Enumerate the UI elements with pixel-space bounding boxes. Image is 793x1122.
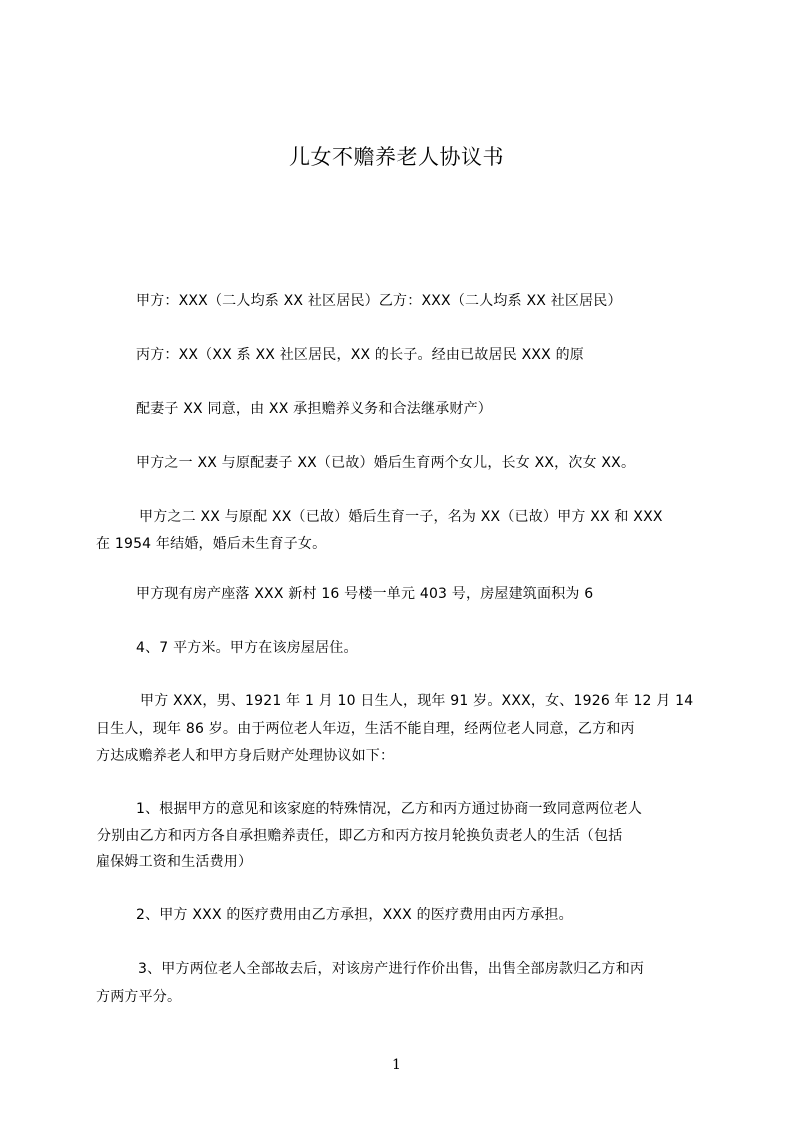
paragraph-line: 甲方 XXX，男、1921 年 1 月 10 日生人，现年 91 岁。XXX，女、1926 年 12 月 14 (140, 693, 694, 709)
paragraph-line: 在 1954 年结婚，婚后未生育子女。 (96, 536, 327, 552)
clause-line: 2、甲方 XXX 的医疗费用由乙方承担，XXX 的医疗费用由丙方承担。 (136, 907, 573, 923)
document-title: 儿女不赡养老人协议书 (289, 145, 504, 169)
paragraph-line: 甲方之二 XX 与原配 XX（已故）婚后生育一子，名为 XX（已故）甲方 XX 和 XXX (139, 509, 663, 525)
clause-line: 雇保姆工资和生活费用） (96, 854, 253, 870)
party-c-line-cont: 配妻子 XX 同意，由 XX 承担赡养义务和合法继承财产） (136, 401, 492, 417)
paragraph-line: 日生人，现年 86 岁。由于两位老人年迈，生活不能自理，经两位老人同意，乙方和丙 (96, 721, 635, 737)
clause-line: 3、甲方两位老人全部故去后，对该房产进行作价出售，出售全部房款归乙方和丙 (138, 961, 645, 977)
clause-line: 分别由乙方和丙方各自承担赡养责任，即乙方和丙方按月轮换负责老人的生活（包括 (97, 828, 623, 844)
clause-line: 方两方平分。 (96, 989, 182, 1005)
paragraph-line: 方达成赡养老人和甲方身后财产处理协议如下： (96, 748, 395, 764)
paragraph-line: 4、7 平方米。甲方在该房屋居住。 (136, 640, 358, 656)
clause-line: 1、根据甲方的意见和该家庭的特殊情况，乙方和丙方通过协商一致同意两位老人 (136, 801, 643, 817)
party-a-line: 甲方：XXX（二人均系 XX 社区居民）乙方：XXX（二人均系 XX 社区居民） (136, 293, 622, 309)
page-number: 1 (392, 1057, 401, 1073)
paragraph-line: 甲方之一 XX 与原配妻子 XX（已故）婚后生育两个女儿，长女 XX，次女 XX。 (136, 455, 636, 471)
paragraph-line: 甲方现有房产座落 XXX 新村 16 号楼一单元 403 号，房屋建筑面积为 6 (136, 586, 594, 602)
party-c-line: 丙方：XX（XX 系 XX 社区居民，XX 的长子。经由已故居民 XXX 的原 (136, 347, 584, 363)
